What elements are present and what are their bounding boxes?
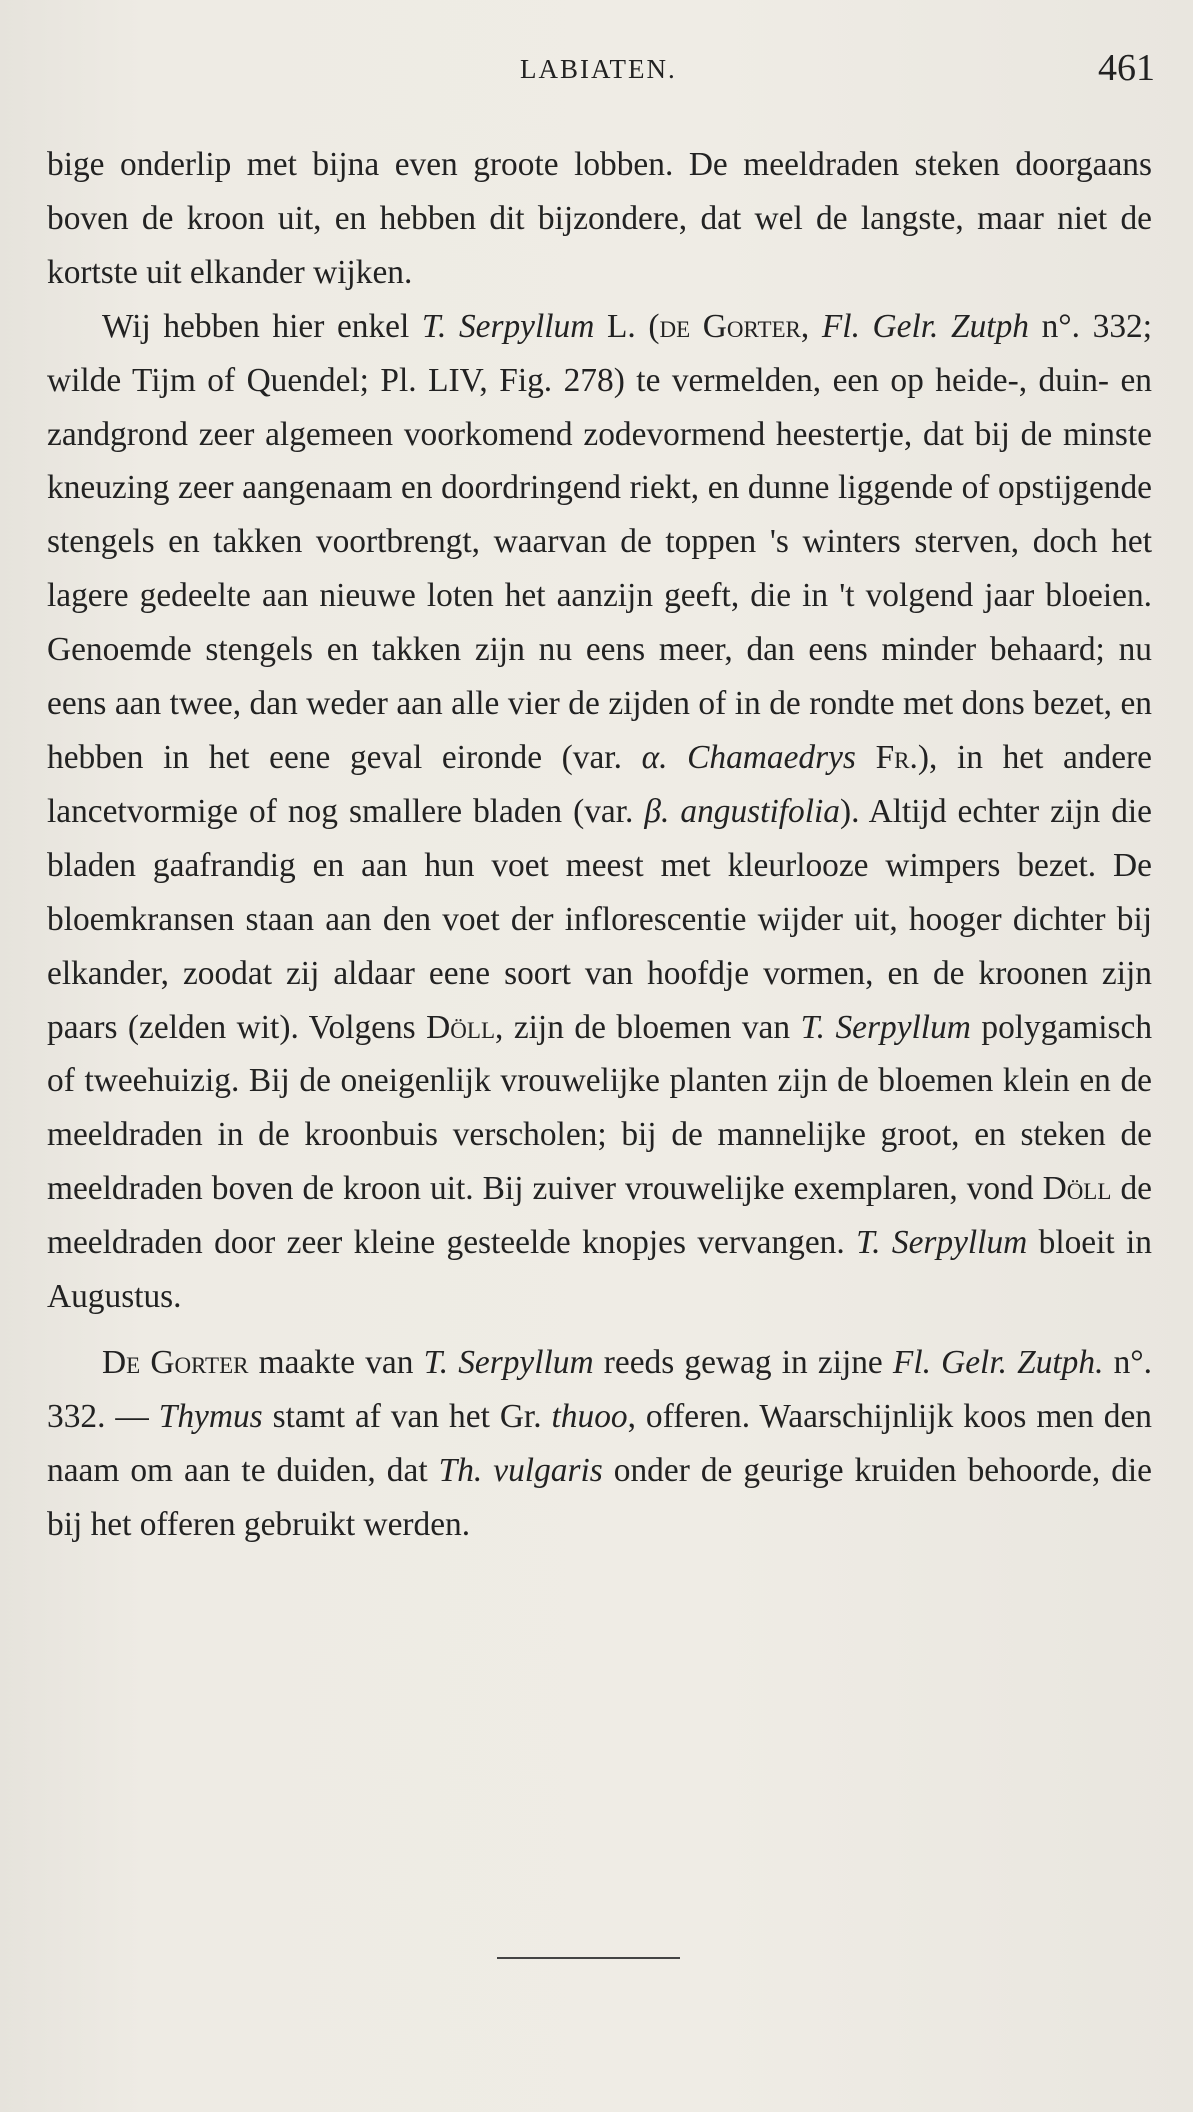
end-rule (497, 1957, 680, 1959)
page-header (0, 46, 1193, 96)
page-number: 461 (1098, 47, 1155, 89)
greek-word: thuoo (551, 1397, 628, 1435)
text-run: n°. 332. — (47, 1343, 1152, 1435)
author-name: de Gorter (659, 307, 801, 345)
text-run: ), in het andere lancetvormige of nog smallere bladen (var. (47, 738, 1152, 830)
author-abbrev: Fr. (875, 738, 918, 776)
text-run: reeds gewag in zijne (593, 1343, 893, 1381)
text-run: maakte van (248, 1343, 424, 1381)
text-run: bloeit in Augustus. (47, 1224, 1152, 1316)
text-run: Wij hebben hier enkel (102, 307, 422, 345)
author-name: De Gorter (102, 1343, 249, 1381)
text-run: polygamisch of tweehuizig. Bij de oneigenlijk vrouwelijke planten zijn de bloemen klein en de meeldraden in de kroonbuis verscholen; bij de mannelijke groot, en steken de meeldraden boven de kroon uit. Bij zuiver vrouwelijke exemplaren, vond (47, 1008, 1153, 1208)
text-run (856, 739, 876, 776)
variety-name: β. angustifolia (644, 792, 840, 830)
species-name: T. Serpyllum (421, 307, 595, 345)
text-run: , offeren. Waarschijnlijk koos men den naam om aan te duiden, dat (47, 1397, 1152, 1489)
species-name: T. Serpyllum (800, 1008, 971, 1046)
author-name: Döll (426, 1008, 495, 1046)
paragraph-3 (47, 1336, 1152, 1552)
author-name: Döll (1042, 1170, 1112, 1208)
work-title: Fl. Gelr. Zutph (821, 307, 1029, 345)
work-title: Fl. Gelr. Zutph. (892, 1343, 1104, 1381)
text-run: , (800, 307, 822, 345)
paragraph-2 (47, 300, 1152, 1324)
running-title: LABIATEN. (520, 54, 677, 84)
variety-name: α. Chamaedrys (641, 738, 856, 776)
text-run: , zijn de bloemen van (495, 1008, 801, 1046)
paragraph-1-text: bige onderlip met bijna even groote lobben. De meeldraden steken doorgaans boven de kroon uit, en hebben dit bijzondere, dat wel de langste, maar niet de kortste uit elkander wijken. (47, 146, 1152, 291)
text-run: n°. 332; wilde Tijm of Quendel; Pl. LIV, Fig. 278) te vermelden, een op heide-, duin- en zandgrond zeer algemeen voorkomend zodevormend heestertje, dat bij de minste kneuzing zeer aangenaam en doordringend riekt, en dunne liggende of opstijgende stengels en takken voortbrengt, waarvan de toppen 's winters sterven, doch het lagere gedeelte aan nieuwe loten het aanzijn geeft, die in 't volgend jaar bloeien. Genoemde stengels en takken zijn nu eens meer, dan eens minder behaard; nu eens aan twee, dan weder aan alle vier de zijden of in de rondte met dons bezet, en hebben in het eene geval eironde (var. (47, 307, 1152, 776)
species-name: T. Serpyllum (856, 1224, 1028, 1262)
text-run: stamt af van het Gr. (262, 1397, 552, 1435)
text-run: onder de geurige kruiden behoorde, die bij het offeren gebruikt werden. (47, 1451, 1152, 1543)
species-name: T. Serpyllum (423, 1343, 594, 1381)
text-run: L. ( (594, 307, 660, 345)
species-name: Th. vulgaris (438, 1451, 603, 1489)
paragraph-1 (47, 138, 1152, 300)
text-run: ). Altijd echter zijn die bladen gaafrandig en aan hun voet meest met kleurlooze wimpers bezet. De bloemkransen staan aan den voet der inflorescentie wijder uit, hooger dichter bij elkander, zoodat zij aldaar eene soort van hoofdje vormen, en de kroonen zijn paars (zelden wit). Volgens (47, 792, 1152, 1046)
genus-name: Thymus (158, 1397, 263, 1435)
body-text (47, 138, 1152, 1552)
text-run: de meeldraden door zeer kleine gesteelde knopjes vervangen. (47, 1170, 1152, 1262)
